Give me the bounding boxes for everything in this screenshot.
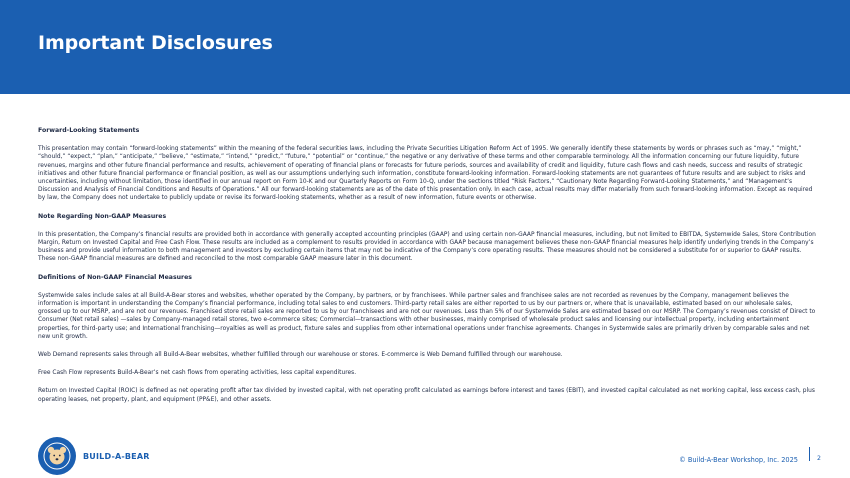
- title-banner: [0, 0, 850, 94]
- definitions-heading: Definitions of Non-GAAP Financial Measures: [38, 273, 192, 281]
- web-demand-paragraph: Web Demand represents sales through all Build-A-Bear websites, whether fulfilled through our warehouse or stores. E-commerce is Web Demand fulfilled through our warehouse.: [38, 352, 563, 359]
- forward-looking-heading: Forward-Looking Statements: [38, 127, 140, 134]
- footer-divider: [809, 447, 810, 461]
- non-gaap-heading: Note Regarding Non-GAAP Measures: [38, 212, 167, 220]
- copyright-text: © Build-A-Bear Workshop, Inc. 2025: [679, 456, 798, 464]
- disclosures-content: [38, 127, 816, 414]
- brand-name: BUILD-A-BEAR: [83, 451, 150, 461]
- forward-looking-paragraph: This presentation may contain “forward-looking statements” within the meaning of the federal securities laws, including the Private Securities Litigation Reform Act of 1995. We generally identify these statements by words or phrases such as “may,” “might,” “should,” “expect,” “plan,” “anticipate,” “believe,” “estimate,” “intend,” “predict,” “future,” “potential” or “continue,” the negative or any derivative of these terms and other comparable terminology. All the information concerning our future liquidity, future revenues, margins and other future financial performance and results, achievement of operating of financial plans or forecasts for future periods, sources and availability of credit and liquidity, future cash flows and cash needs, success and results of strategic initiatives and other future financial performance or financial position, as well as our assumptions underlying such information, constitute forward-looking information. Forward-looking statements are not guarantees of future results and are subject to risks and uncertainties, including without limitation, those identified in our annual report on Form 10-K and our Quarterly Reports on Form 10-Q, under the sections titled “Risk Factors,” “Cautionary Note Regarding Forward-Looking Statements,” and “Management’s Discussion and Analysis of Financial Conditions and Results of Operations.” All our forward-looking statements are as of the date of this presentation only. In each case, actual results may differ materially from such forward-looking information. Except as required by law, the Company does not undertake to publicly update or revise its forward-looking statements, whether as a result of new information, future events or otherwise.: [38, 146, 813, 202]
- non-gaap-paragraph: In this presentation, the Company’s financial results are provided both in accordance with generally accepted accounting principles (GAAP) and using certain non-GAAP financial measures, including, but not limited to EBITDA, Systemwide Sales, Store Contribution Margin, Return on Invested Capital and Free Cash Flow. These results are included as a complement to results provided in accordance with GAAP because management believes these non-GAAP financial measures help identify underlying trends in the Company’s business and provide useful information to both management and investors by excluding certain items that may not be indicative of the Company’s core operating results. These measures should not be considered a substitute for or superior to GAAP results. These non-GAAP financial measures are defined and reconciled to the most comparable GAAP measure later in this document.: [38, 231, 816, 263]
- bear-paw-badge-icon: [38, 437, 76, 475]
- roic-paragraph: Return on Invested Capital (ROIC) is defined as net operating profit after tax divided by invested capital, with net operating profit calculated as earnings before interest and taxes (EBIT), and invested capital calculated as net working capital, less excess cash, plus operating leases, net property, plant, and equipment (PP&E), and other assets.: [38, 388, 815, 403]
- brand-logo: [38, 437, 150, 475]
- bear-icon: [42, 441, 72, 471]
- definitions-paragraph: Systemwide sales include sales at all Build-A-Bear stores and websites, whether operated by the Company, by partners, or by franchisees. While partner sales and franchisee sales are not recorded as revenues by the Company, management believes the information is important in understanding the Company’s financial performance, including total sales to end customers. Third-party retail sales are either reported to us by our partners or, where that is unavailable, estimated based on our wholesale sales, grossed up to our MSRP, and are not our revenues. Franchised store retail sales are reported to us by our franchisees and are not our revenues. Less than 5% of our Systemwide Sales are estimated based on our MSRP. The Company’s revenues consist of Direct to Consumer (Net retail sales) —sales by Company-managed retail stores, two e-commerce sites; Commercial—transactions with other businesses, mainly comprised of wholesale product sales and licensing our intellectual property, including entertainment properties, for third-party use; and International franchising—royalties as well as product, fixture sales and supplies from other international operations under franchise agreements. Changes in Systemwide sales are primarily driven by comparable sales and net new unit growth.: [38, 292, 816, 340]
- free-cash-flow-paragraph: Free Cash Flow represents Build-A-Bear’s net cash flows from operating activities, less capital expenditures.: [38, 370, 357, 377]
- page-number: 2: [817, 455, 821, 462]
- page-title: Important Disclosures: [38, 32, 273, 54]
